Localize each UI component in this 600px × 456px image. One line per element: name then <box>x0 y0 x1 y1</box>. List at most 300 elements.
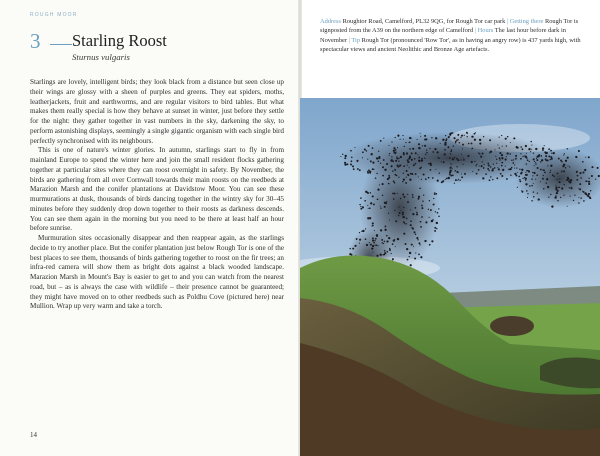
starling-bird <box>425 154 426 155</box>
starling-bird <box>501 175 503 177</box>
starling-bird <box>384 169 386 171</box>
starling-bird <box>538 154 540 156</box>
starling-bird <box>527 193 528 194</box>
starling-bird <box>521 190 522 191</box>
starling-bird <box>552 174 554 176</box>
starling-bird <box>359 232 360 233</box>
starling-bird <box>410 220 412 222</box>
starling-bird <box>525 180 526 181</box>
starling-bird <box>418 176 419 177</box>
starling-bird <box>429 244 431 246</box>
starling-bird <box>506 178 508 180</box>
starling-bird <box>406 218 408 220</box>
starling-bird <box>394 239 396 241</box>
starling-bird <box>475 165 476 166</box>
starling-bird <box>579 188 581 190</box>
starling-bird <box>424 145 426 147</box>
starling-bird <box>550 194 551 195</box>
body-paragraph: Murmuration sites occasionally disappear and then reappear again, as the starlings decide to try another place. But the conifer plantation just below Rough Tor is one of the best places to see them, thousands of birds gathering together to roost on the fir trees; an infra-red camera will show them as bright dots against a black wooded landscape. Marazion Marsh in Mount's Bay is easier to get to and you can watch from the nearest road, but – as is always the case with wildlife – their presence cannot be guaranteed; they might have moved on to other reedbeds such as Poldhu Cove (pictured here) near Mullion. Wrap up very warm and take a torch. <box>30 234 284 311</box>
starling-bird <box>452 158 454 160</box>
starling-bird <box>558 181 560 183</box>
starling-bird <box>437 157 438 158</box>
starling-bird <box>526 190 528 192</box>
starling-bird <box>512 162 514 164</box>
starling-bird <box>569 187 570 188</box>
starling-bird <box>532 172 533 173</box>
starling-bird <box>416 237 418 239</box>
starling-bird <box>372 168 374 170</box>
starling-bird <box>426 149 427 150</box>
starling-bird <box>386 235 388 237</box>
starling-bird <box>371 225 372 226</box>
starling-bird <box>415 207 417 209</box>
starling-bird <box>454 157 455 158</box>
starling-bird <box>430 164 432 166</box>
starling-bird <box>526 163 527 164</box>
starling-bird <box>436 151 438 153</box>
starling-bird <box>548 197 549 198</box>
starling-bird <box>437 222 438 223</box>
starling-bird <box>522 148 524 150</box>
starling-bird <box>484 164 485 165</box>
starling-bird <box>531 178 533 180</box>
starling-bird <box>374 230 375 231</box>
starling-bird <box>564 153 565 154</box>
starling-bird <box>444 153 446 155</box>
starling-bird <box>456 166 457 167</box>
starling-bird <box>535 148 537 150</box>
starling-bird <box>449 171 451 173</box>
starling-bird <box>369 242 370 243</box>
starling-bird <box>372 245 374 247</box>
starling-bird <box>435 193 437 195</box>
starling-bird <box>378 245 379 246</box>
starling-bird <box>350 163 351 164</box>
starling-bird <box>434 230 436 232</box>
starling-bird <box>438 208 439 209</box>
starling-bird <box>525 145 527 147</box>
starling-bird <box>361 230 363 232</box>
starling-bird <box>423 173 425 175</box>
starling-bird <box>515 158 517 160</box>
starling-bird <box>409 137 411 139</box>
starling-bird <box>403 173 404 174</box>
starling-bird <box>413 164 415 166</box>
starling-bird <box>383 138 384 139</box>
starling-bird <box>525 156 527 158</box>
starling-bird <box>580 177 582 179</box>
starling-bird <box>516 167 517 168</box>
starling-bird <box>375 245 376 246</box>
tip-value: Rough Tor (pronounced 'Row Tor', as in having an angry row) is 437 yards high, with spectacular views and ancient Neolithic and Bronze Age artefacts. <box>320 36 581 53</box>
starling-bird <box>566 179 568 181</box>
starling-bird <box>457 171 459 173</box>
starling-bird <box>561 171 562 172</box>
starling-bird <box>395 151 396 152</box>
starling-bird <box>460 159 461 160</box>
starling-bird <box>524 155 525 156</box>
starling-bird <box>440 143 441 144</box>
starling-bird <box>560 159 562 161</box>
starling-bird <box>365 238 367 240</box>
starling-bird <box>459 142 461 144</box>
starling-bird <box>434 192 435 193</box>
starling-bird <box>501 157 503 159</box>
starling-bird <box>546 183 547 184</box>
starling-bird <box>490 166 492 168</box>
starling-bird <box>372 239 374 241</box>
starling-bird <box>356 160 358 162</box>
starling-bird <box>526 170 527 171</box>
address-value: Roughtor Road, Camelford, PL32 9QG, for Rough Tor car park <box>342 18 506 25</box>
starling-bird <box>407 259 409 261</box>
starling-bird <box>376 235 378 237</box>
starling-bird <box>439 172 440 173</box>
starling-bird <box>435 137 437 139</box>
starling-bird <box>398 158 400 160</box>
starling-bird <box>590 197 592 199</box>
starling-bird <box>513 159 514 160</box>
starling-bird <box>409 256 410 257</box>
starling-bird <box>405 243 407 245</box>
starling-bird <box>573 200 574 201</box>
starling-bird <box>448 136 450 138</box>
starling-bird <box>386 251 388 253</box>
photo-illustration <box>300 98 600 456</box>
starling-bird <box>421 205 423 207</box>
starling-bird <box>520 158 522 160</box>
starling-bird <box>494 167 496 169</box>
starling-bird <box>345 155 347 157</box>
starling-bird <box>373 169 374 170</box>
starling-bird <box>354 245 356 247</box>
starling-bird <box>409 179 411 181</box>
starling-bird <box>468 143 470 145</box>
starling-bird <box>499 157 501 159</box>
starling-bird <box>432 177 434 179</box>
starling-bird <box>378 151 379 152</box>
starling-bird <box>567 206 568 207</box>
starling-bird <box>452 174 454 176</box>
starling-bird <box>467 136 468 137</box>
starling-bird <box>403 153 405 155</box>
starling-bird <box>344 162 345 163</box>
starling-bird <box>402 135 403 136</box>
starling-bird <box>395 137 396 138</box>
starling-bird <box>415 173 417 175</box>
starling-bird <box>398 177 399 178</box>
starling-bird <box>403 207 404 208</box>
starling-bird <box>416 213 418 215</box>
starling-bird <box>562 165 564 167</box>
starling-bird <box>405 142 406 143</box>
starling-bird <box>409 252 411 254</box>
starling-bird <box>500 173 502 175</box>
address-label: Address <box>320 18 341 25</box>
starling-bird <box>529 161 530 162</box>
starling-bird <box>478 169 480 171</box>
starling-bird <box>508 169 510 171</box>
starling-bird <box>412 148 414 150</box>
starling-bird <box>403 139 404 140</box>
starling-bird <box>499 147 500 148</box>
starling-bird <box>380 163 381 164</box>
starling-bird <box>397 147 398 148</box>
starling-bird <box>367 192 369 194</box>
starling-bird <box>497 144 498 145</box>
starling-bird <box>489 139 491 141</box>
starling-bird <box>407 194 408 195</box>
starling-bird <box>543 175 544 176</box>
starling-bird <box>414 231 416 233</box>
starling-bird <box>455 170 457 172</box>
starling-bird <box>406 152 408 154</box>
starling-bird <box>482 153 484 155</box>
hours-label: Hours <box>477 27 494 35</box>
starling-bird <box>474 161 475 162</box>
starling-bird <box>476 173 478 175</box>
starling-bird <box>522 156 523 157</box>
starling-bird <box>371 153 373 155</box>
starling-bird <box>529 185 531 187</box>
starling-bird <box>406 170 408 172</box>
starling-bird <box>511 167 513 169</box>
starling-bird <box>406 177 407 178</box>
starling-bird <box>410 224 412 226</box>
starling-bird <box>526 174 527 175</box>
starling-bird <box>458 179 459 180</box>
starling-bird <box>543 169 545 171</box>
starling-bird <box>386 201 387 202</box>
starling-bird <box>505 166 506 167</box>
starling-bird <box>397 193 398 194</box>
starling-bird <box>457 159 459 161</box>
starling-bird <box>448 177 450 179</box>
starling-bird <box>551 152 552 153</box>
starling-bird <box>550 170 551 171</box>
starling-bird <box>536 159 538 161</box>
starling-bird <box>461 176 463 178</box>
starling-bird <box>558 186 560 188</box>
chapter-subtitle: Sturnus vulgaris <box>72 52 130 62</box>
starling-bird <box>380 140 382 142</box>
starling-bird <box>536 158 537 159</box>
starling-bird <box>391 165 393 167</box>
page-number: 14 <box>30 431 37 439</box>
starling-bird <box>375 177 377 179</box>
starling-bird <box>492 168 494 170</box>
starling-bird <box>456 158 458 160</box>
starling-bird <box>429 217 430 218</box>
starling-bird <box>391 160 392 161</box>
starling-bird <box>415 163 417 165</box>
starling-bird <box>553 176 555 178</box>
starling-bird <box>467 133 468 134</box>
starling-bird <box>535 162 536 163</box>
starling-bird <box>420 226 422 228</box>
starling-bird <box>406 223 407 224</box>
starling-bird <box>382 195 383 196</box>
starling-bird <box>359 204 360 205</box>
starling-bird <box>420 133 421 134</box>
starling-bird <box>501 165 503 167</box>
starling-bird <box>449 167 451 169</box>
starling-bird <box>420 136 421 137</box>
starling-bird <box>392 193 394 195</box>
starling-bird <box>497 167 498 168</box>
starling-bird <box>595 178 596 179</box>
starling-bird <box>403 233 405 235</box>
starling-bird <box>429 148 430 149</box>
starling-bird <box>428 177 430 179</box>
starling-bird <box>434 227 436 229</box>
starling-bird <box>403 178 405 180</box>
starling-bird <box>445 135 446 136</box>
starling-bird <box>479 166 480 167</box>
starling-bird <box>541 159 543 161</box>
starling-bird <box>419 244 420 245</box>
starling-bird <box>560 197 561 198</box>
starling-bird <box>354 147 355 148</box>
starling-bird <box>597 167 599 169</box>
starling-bird <box>389 153 390 154</box>
starling-bird <box>435 169 436 170</box>
starling-bird <box>407 201 409 203</box>
starling-bird <box>428 209 429 210</box>
starling-bird <box>563 154 564 155</box>
starling-bird <box>535 164 536 165</box>
starling-bird <box>395 160 397 162</box>
starling-bird <box>412 194 414 196</box>
starling-bird <box>426 221 428 223</box>
starling-bird <box>360 197 362 199</box>
body-paragraph: This is one of nature's winter glories. In autumn, starlings start to fly in from mainland Europe to spend the winter here and join the small resident flocks gathering together at particular sites where they can roost overnight in safety. By November, the birds are gathering from all over Cornwall towards their main roosts on the reedbeds at Marazion Marsh and the conifer plantations at Davidstow Moor. You can see these murmurations at dusk, thousands of birds dancing together in the wintry sky for 30–45 minutes before they suddenly drop down together to their roosts as darkness descends. You can see them again in the morning but you need to be there at least half an hour before sunrise. <box>30 146 284 233</box>
starling-bird <box>467 155 469 157</box>
starling-bird <box>579 183 581 185</box>
starling-bird <box>362 157 363 158</box>
starling-bird <box>388 213 389 214</box>
starling-bird <box>453 137 455 139</box>
starling-bird <box>515 155 517 157</box>
starling-bird <box>365 228 366 229</box>
starling-bird <box>555 185 556 186</box>
starling-bird <box>490 176 491 177</box>
starling-bird <box>450 132 452 134</box>
starling-bird <box>525 183 527 185</box>
starling-bird <box>395 153 396 154</box>
starling-bird <box>370 173 371 174</box>
starling-bird <box>522 178 523 179</box>
starling-bird <box>482 177 484 179</box>
starling-bird <box>483 167 485 169</box>
starling-bird <box>478 152 480 154</box>
starling-bird <box>414 158 416 160</box>
starling-bird <box>402 194 404 196</box>
starling-bird <box>388 175 390 177</box>
starling-bird <box>449 157 451 159</box>
starling-bird <box>580 197 582 199</box>
starling-bird <box>450 163 452 165</box>
starling-bird <box>542 178 544 180</box>
starling-bird <box>567 157 569 159</box>
starling-bird <box>359 239 361 241</box>
starling-bird <box>382 175 384 177</box>
starling-bird <box>570 179 572 181</box>
starling-bird <box>534 165 535 166</box>
starling-bird <box>452 168 453 169</box>
starling-bird <box>417 239 418 240</box>
starling-bird <box>567 165 568 166</box>
starling-bird <box>421 179 422 180</box>
starling-bird <box>434 193 436 195</box>
starling-bird <box>499 159 500 160</box>
starling-bird <box>417 154 418 155</box>
starling-bird <box>569 166 570 167</box>
starling-bird <box>498 168 500 170</box>
running-head: ROUGH MOOR <box>30 12 78 18</box>
starling-bird <box>446 178 447 179</box>
starling-bird <box>394 193 396 195</box>
starling-bird <box>430 209 432 211</box>
starling-bird <box>438 216 440 218</box>
starling-bird <box>362 206 364 208</box>
starling-bird <box>479 143 481 145</box>
starling-bird <box>426 152 428 154</box>
starling-bird <box>528 170 530 172</box>
starling-bird <box>402 216 404 218</box>
starling-bird <box>402 211 404 213</box>
starling-bird <box>421 159 423 161</box>
starling-bird <box>563 170 565 172</box>
starling-bird <box>396 175 398 177</box>
starling-bird <box>527 159 529 161</box>
starling-bird <box>391 159 392 160</box>
starling-bird <box>398 206 399 207</box>
starling-bird <box>531 149 532 150</box>
starling-bird <box>514 164 515 165</box>
starling-bird <box>514 168 515 169</box>
starling-bird <box>510 142 511 143</box>
starling-bird <box>372 237 374 239</box>
starling-bird <box>442 139 444 141</box>
starling-bird <box>533 172 535 174</box>
starling-bird <box>540 181 541 182</box>
starling-bird <box>408 175 410 177</box>
starling-bird <box>437 180 439 182</box>
starling-bird <box>472 148 473 149</box>
info-box <box>320 17 582 54</box>
starling-bird <box>443 161 445 163</box>
starling-bird <box>491 169 493 171</box>
starling-bird <box>424 139 426 141</box>
starling-bird <box>352 248 354 250</box>
starling-bird <box>583 191 585 193</box>
starling-bird <box>430 169 432 171</box>
starling-bird <box>570 187 572 189</box>
starling-bird <box>555 195 557 197</box>
chapter-number: 3 <box>30 29 41 53</box>
starling-bird <box>519 179 521 181</box>
starling-bird <box>487 168 489 170</box>
starling-bird <box>402 181 403 182</box>
starling-bird <box>396 158 398 160</box>
starling-bird <box>579 172 581 174</box>
starling-bird <box>578 188 579 189</box>
starling-bird <box>406 248 408 250</box>
starling-bird <box>540 161 542 163</box>
starling-bird <box>578 197 579 198</box>
starling-bird <box>538 198 540 200</box>
